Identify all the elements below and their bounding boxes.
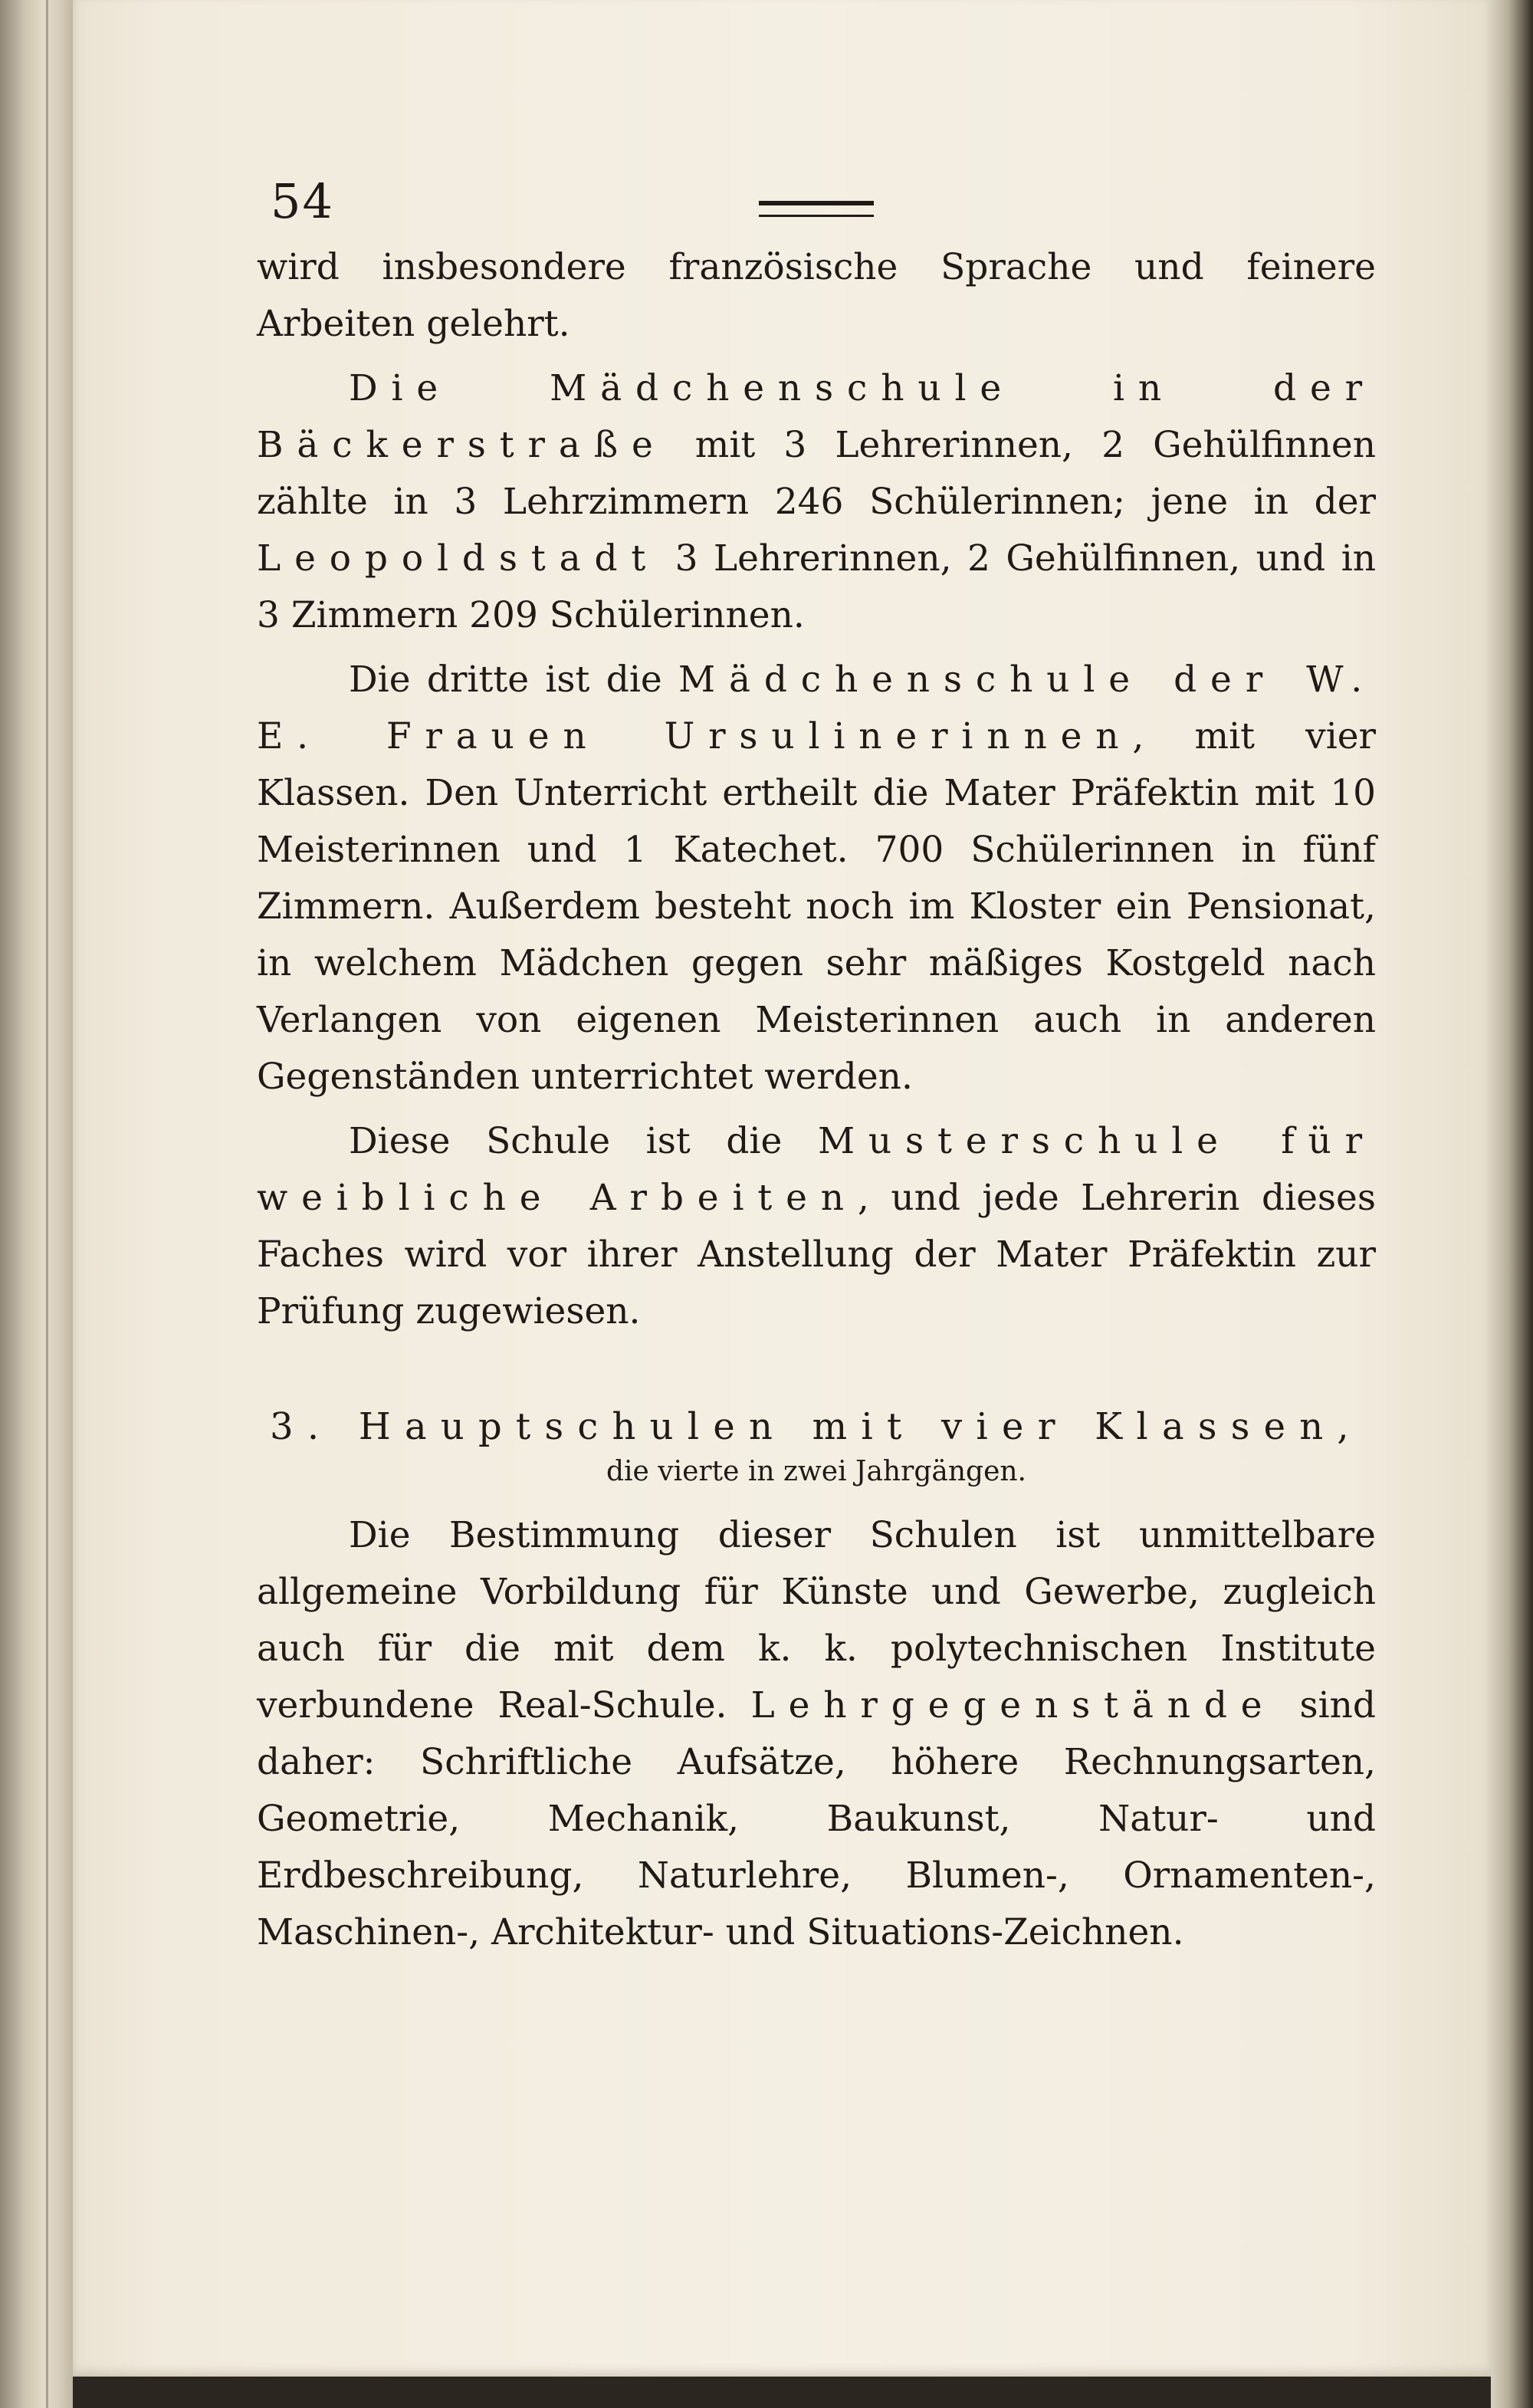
spaced-school-name: Mädchenschule der W. E. Frauen Ursulinerinnen [257,659,1376,757]
paragraph-text: mit 3 Lehrerinnen, 2 Gehülfinnen zählte in 3 Lehrzimmern 246 Schülerinnen; jene in der [257,424,1376,523]
paragraph-text: Die dritte ist die [349,659,678,701]
paragraph-musterschule [257,1113,1376,1340]
page-bottom-shadow [73,2377,1491,2408]
running-header [257,170,1376,239]
paragraph-text: Die Bestimmung dieser Schulen ist unmittelbare allgemeine Vorbildung für Künste und Gewerbe, zugleich auch für die mit dem k. k. polytechnischen Institute verbundene Real-Schule. [257,1514,1376,1726]
continuation-paragraph: wird insbesondere französische Sprache und feinere Arbeiten gelehrt. [257,246,1376,345]
spaced-term: Lehrgegenstände [750,1684,1276,1726]
right-page-edge [1491,0,1533,2408]
paragraph-text: sind daher: Schriftliche Aufsätze, höhere Rechnungsarten, Geometrie, Mechanik, Baukunst, Natur- und Erdbeschreibung, Naturlehre, Blumen-, Ornamenten-, Maschinen-, Architektur- und Situations-Zeichnen. [257,1684,1376,1953]
paragraph-text: 3 Lehrerinnen, 2 Gehülfinnen, und in 3 Zimmern 209 Schülerinnen. [257,537,1376,636]
page-text [257,170,1376,1961]
spaced-school-name: Musterschule für weibliche Arbeiten [257,1120,1376,1219]
paragraph-text: , und jede Lehrerin dieses Faches wird vor ihrer Anstellung der Mater Präfektin zur Prüfung zugewiesen. [257,1177,1376,1332]
paragraph-hauptschulen [257,1507,1376,1961]
spaced-school-name: Die Mädchenschule in der Bäckerstraße [257,367,1376,466]
left-page-edge [0,0,73,2408]
paragraph-maedchenschule-baeckerstrasse [257,360,1376,644]
paragraph-ursulinerinnen [257,652,1376,1105]
section-subheading: die vierte in zwei Jahrgängen. [606,1456,1027,1487]
paragraph-text: , mit vier Klassen. Den Unterricht ertheilt die Mater Präfektin mit 10 Meisterinnen und 1 Katechet. 700 Schülerinnen in fünf Zimmern. Außerdem besteht noch im Kloster ein Pensionat, in welchem Mädchen gegen sehr mäßiges Kostgeld nach Verlangen von eigenen Meisterinnen auch in anderen Gegenständen unterrichtet werden. [257,715,1377,1098]
spaced-place-name: Leopoldstadt [257,537,660,580]
paragraph-text: Diese Schule ist die [349,1120,818,1162]
page-number: 54 [271,173,334,229]
section-heading: 3. Hauptschulen mit vier Klassen, [270,1405,1363,1448]
header-rule [759,201,874,217]
